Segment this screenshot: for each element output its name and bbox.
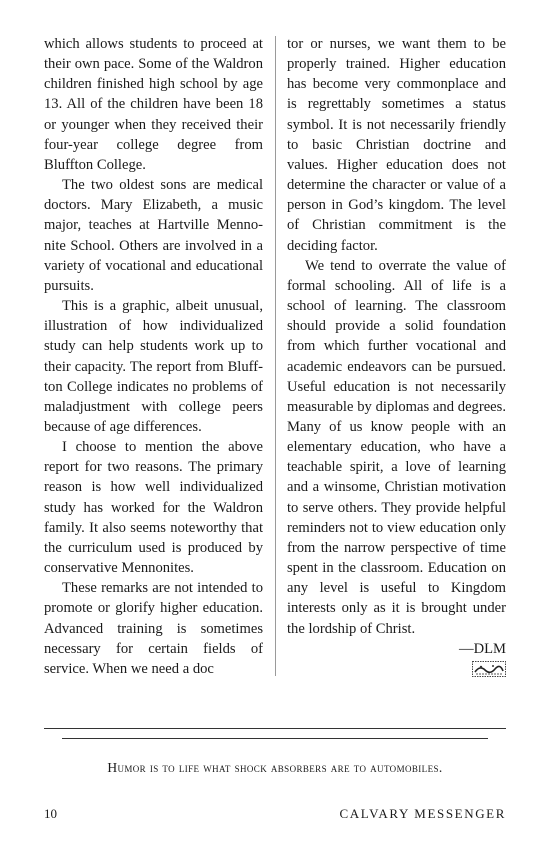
end-of-article-ornament-icon (472, 661, 506, 677)
paragraph: This is a graphic, albeit unusual, illustration of how individualized study can help students work up to their capacity. The report from Bluffton College indicates no problems of maladjustment with college peers because of age differences. (44, 298, 263, 435)
quote-text: Humor is to life what shock absorbers are to automobiles. (107, 760, 443, 775)
page-number: 10 (44, 806, 57, 821)
author-signature: —DLM (458, 640, 506, 657)
paragraph: We tend to overrate the value of formal schooling. All of life is a school of learning. The classroom should provide a solid foundation from which further vocational and academic endeavors can be pursued. Useful education is not necessarily measurable by diplomas and degrees. Many of us know people with an elementary education, who have a teachable spirit, a love of learning and a winsome, Christian motivation to serve others. They provide helpful reminders not to view education only from the narrow perspective of time spent in the classroom. Education on any level is useful to Kingdom interests only as it is brought under the lordship of Christ. (287, 257, 506, 637)
right-column (287, 34, 506, 679)
paragraph: which allows students to proceed at their own pace. Some of the Waldron children finished high school by age 13. All of the children have been 18 or younger when they received their four-year college degree from Bluffton College. (44, 36, 263, 173)
paragraph: These remarks are not intended to promote or glorify higher education. Advanced training is sometimes necessary for certain fields of service. When we need a doc (44, 580, 263, 677)
column-divider (275, 36, 276, 676)
paragraph: The two oldest sons are medical doctors. Mary Elizabeth, a music major, teaches at Hartville Mennonite School. Others are involved in a variety of vocational and educational pursuits. (44, 177, 263, 294)
humor-quote (0, 760, 550, 776)
paragraph: tor or nurses, we want them to be properly trained. Higher education has become very commonplace and is regrettably sometimes a status symbol. It is not necessarily friendly to basic Christian doctrine and values. Higher education does not determine the character or value of a person in God’s kingdom. The level of Christian commitment is the deciding factor. (287, 36, 506, 254)
publication-title: CALVARY MESSENGER (339, 806, 506, 821)
paragraph: I choose to mention the above report for two reasons. The primary reason is how well individualized study has worked for the Waldron family. It also seems noteworthy that the curriculum used is produced by conservative Mennonites. (44, 439, 263, 577)
left-column (44, 34, 263, 679)
quote-rule-top (44, 728, 506, 729)
quote-rule-bottom (62, 738, 488, 739)
